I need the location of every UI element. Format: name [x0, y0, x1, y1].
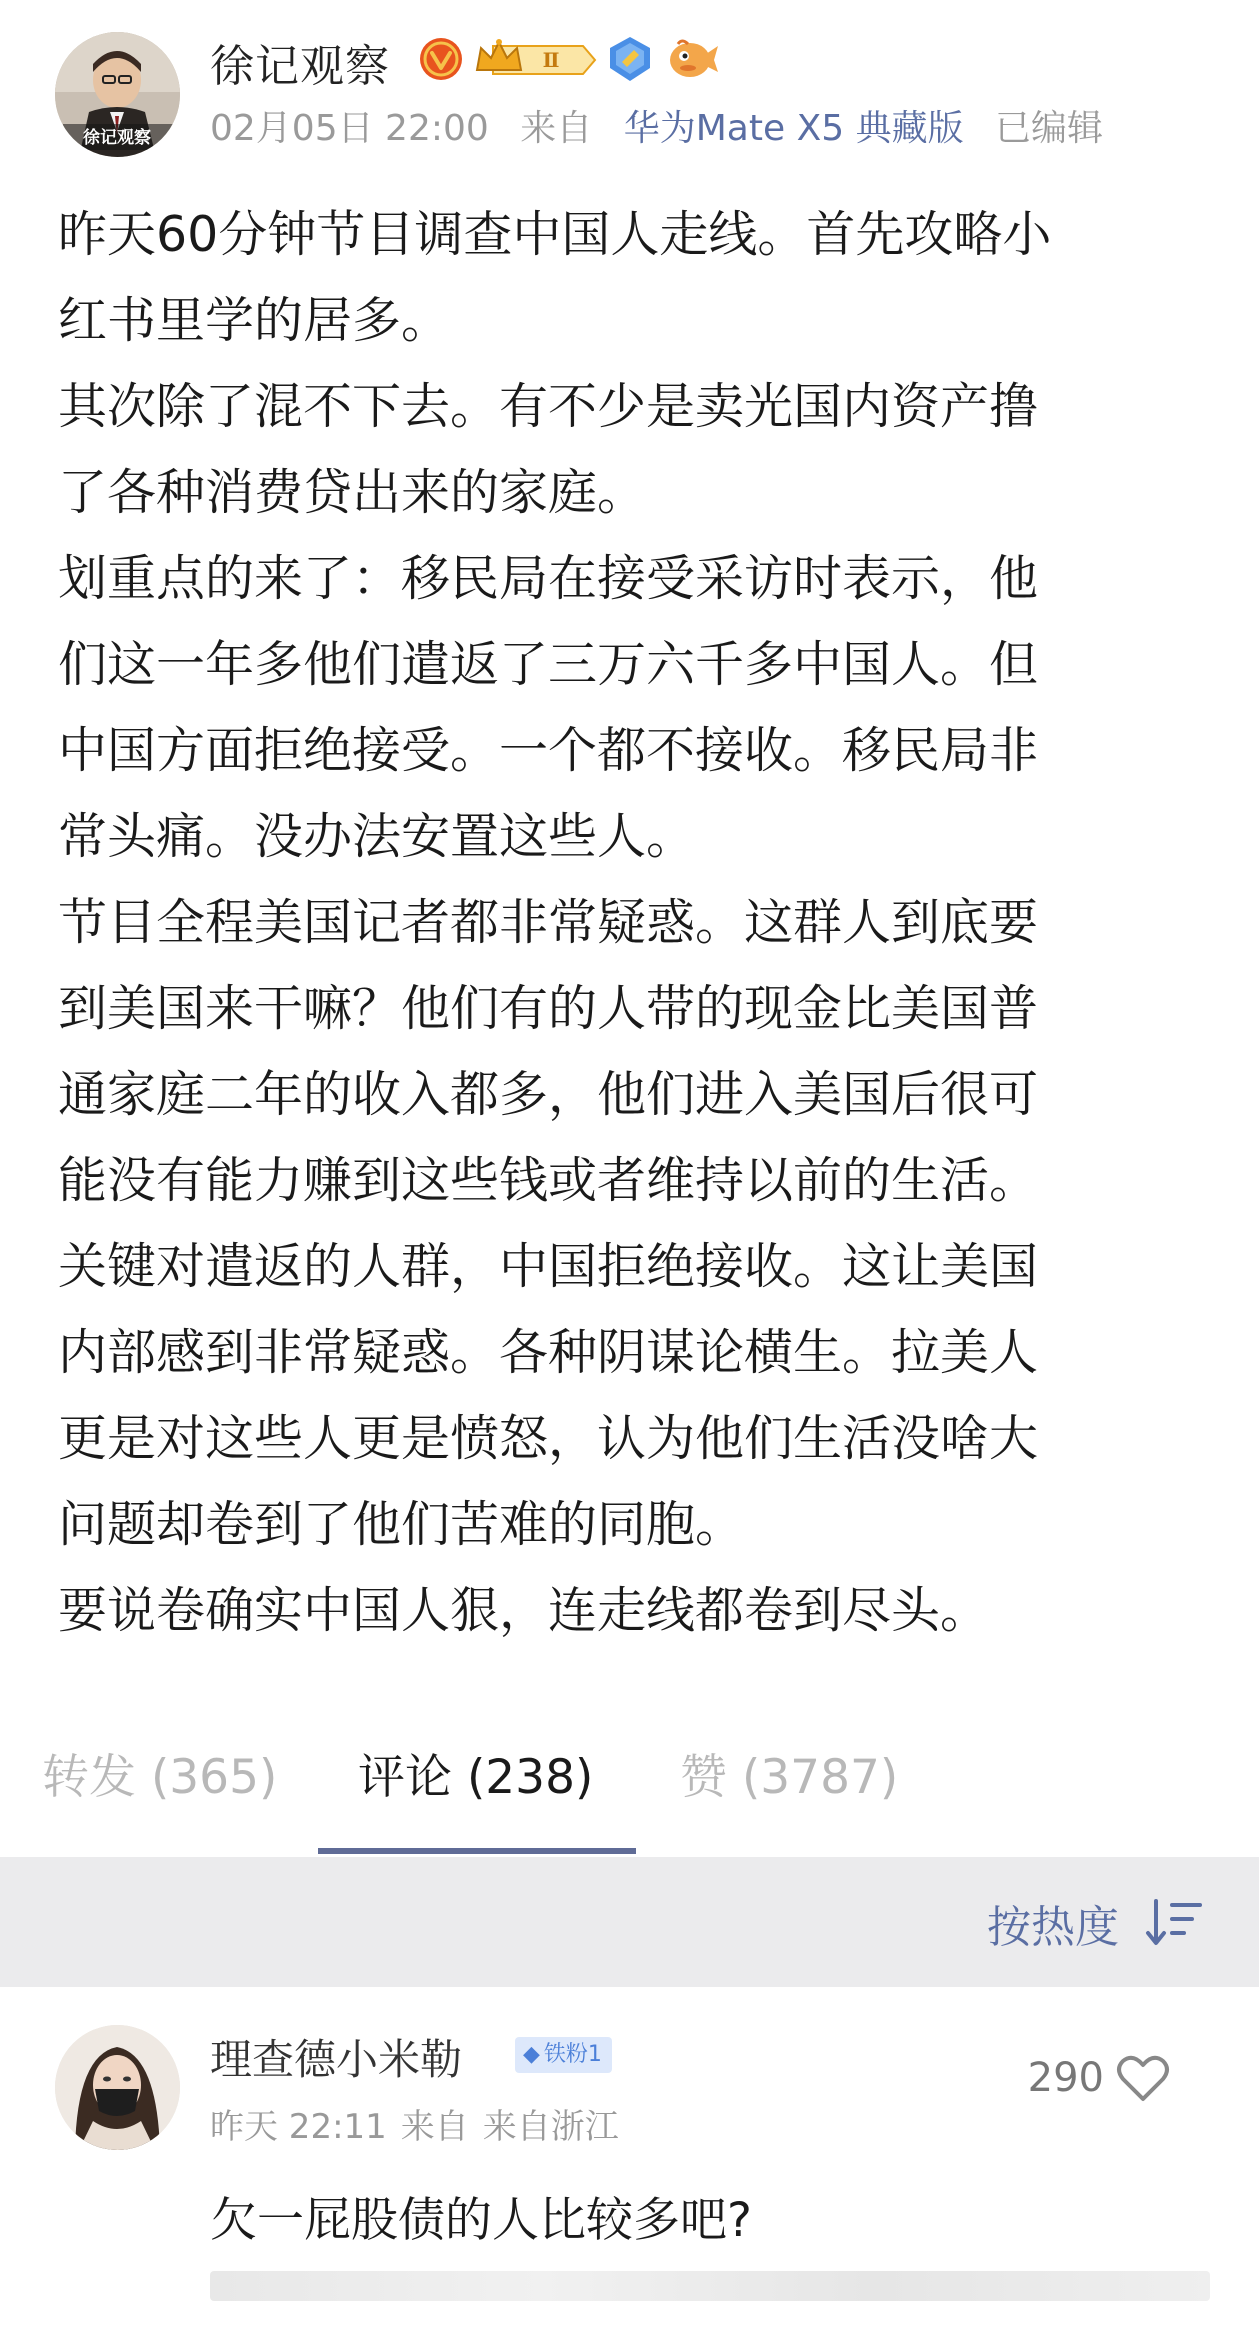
tab-likes[interactable]: 赞 (3787): [680, 1750, 899, 1805]
post-body-line: 更是对这些人更是愤怒，认为他们生活没啥大: [58, 1410, 1039, 1467]
comment-from-label: 来自: [400, 2107, 469, 2147]
comment-item: [0, 1987, 1259, 2336]
post-body-line: 内部感到非常疑惑。各种阴谋论横生。拉美人: [58, 1324, 1039, 1381]
post-body-line: 其次除了混不下去。有不少是卖光国内资产撸: [58, 378, 1039, 435]
commenter-avatar-image: [55, 2025, 180, 2150]
sort-by-hot-button[interactable]: 按热度: [987, 1902, 1119, 1953]
post-body-line: 到美国来干嘛？他们有的人带的现金比美国普: [58, 980, 1039, 1037]
comment-meta: [210, 2099, 633, 2148]
post-body-line: 要说卷确实中国人狠，连走线都卷到尽头。: [58, 1582, 990, 1639]
sort-bar: [0, 1857, 1259, 1987]
level-badge-text: Ⅱ: [542, 48, 560, 72]
post-body-line: 了各种消费贷出来的家庭。: [58, 464, 647, 521]
truncated-content-bar: [210, 2271, 1210, 2301]
sort-icon[interactable]: [1144, 1897, 1204, 1947]
post-body-line: 红书里学的居多。: [58, 292, 451, 349]
fan-badge[interactable]: [515, 2037, 612, 2073]
comment-location: 来自浙江: [482, 2107, 619, 2147]
mascot-badge-icon[interactable]: [664, 32, 720, 84]
commenter-avatar[interactable]: [55, 2025, 180, 2150]
post-body-line: 中国方面拒绝接受。一个都不接收。移民局非: [58, 722, 1039, 779]
post-header: [0, 0, 1259, 170]
post-body-line: 通家庭二年的收入都多，他们进入美国后很可: [58, 1066, 1039, 1123]
post-body-line: 问题却卷到了他们苦难的同胞。: [58, 1496, 745, 1553]
post-edited-label[interactable]: 已编辑: [995, 108, 1104, 149]
tab-repost[interactable]: 转发 (365): [42, 1750, 278, 1805]
post-from-label: 来自: [520, 108, 593, 149]
shield-badge-icon[interactable]: [606, 34, 654, 84]
author-avatar-image: [55, 32, 180, 157]
post-date: 02月05日 22:00: [210, 108, 489, 149]
heart-icon[interactable]: [1115, 2053, 1171, 2103]
diamond-icon: ◆: [523, 2042, 540, 2067]
active-tab-underline: [318, 1848, 636, 1854]
post-body-line: 昨天60分钟节目调查中国人走线。首先攻略小: [58, 206, 1052, 263]
tab-comments[interactable]: 评论 (238): [358, 1750, 594, 1805]
comment-text: 欠一屁股债的人比较多吧?: [210, 2193, 752, 2248]
post-tabs: [0, 1700, 1259, 1854]
post-device-link[interactable]: 华为Mate X5 典藏版: [623, 108, 964, 149]
fan-badge-label: 铁粉1: [543, 2042, 602, 2067]
comment-time: 昨天 22:11: [210, 2107, 387, 2147]
commenter-name[interactable]: 理查德小米勒: [210, 2035, 463, 2084]
verified-v-icon[interactable]: [418, 36, 464, 82]
author-avatar[interactable]: [55, 32, 180, 157]
post-body-line: 常头痛。没办法安置这些人。: [58, 808, 696, 865]
comment-like-count[interactable]: 290: [1027, 2055, 1104, 2101]
avatar-caption: 徐记观察: [83, 128, 151, 148]
post-meta: [210, 100, 1123, 150]
post-body-line: 们这一年多他们遣返了三万六千多中国人。但: [58, 636, 1039, 693]
post-body-line: 节目全程美国记者都非常疑惑。这群人到底要: [58, 894, 1039, 951]
post-body-line: 划重点的来了：移民局在接受采访时表示，他: [58, 550, 1039, 607]
post-body-line: 能没有能力赚到这些钱或者维持以前的生活。: [58, 1152, 1039, 1209]
author-name[interactable]: 徐记观察: [210, 41, 390, 92]
crown-level-badge-icon[interactable]: [473, 36, 597, 84]
post-body-line: 关键对遣返的人群，中国拒绝接收。这让美国: [58, 1238, 1039, 1295]
post-body: [58, 192, 1208, 1654]
